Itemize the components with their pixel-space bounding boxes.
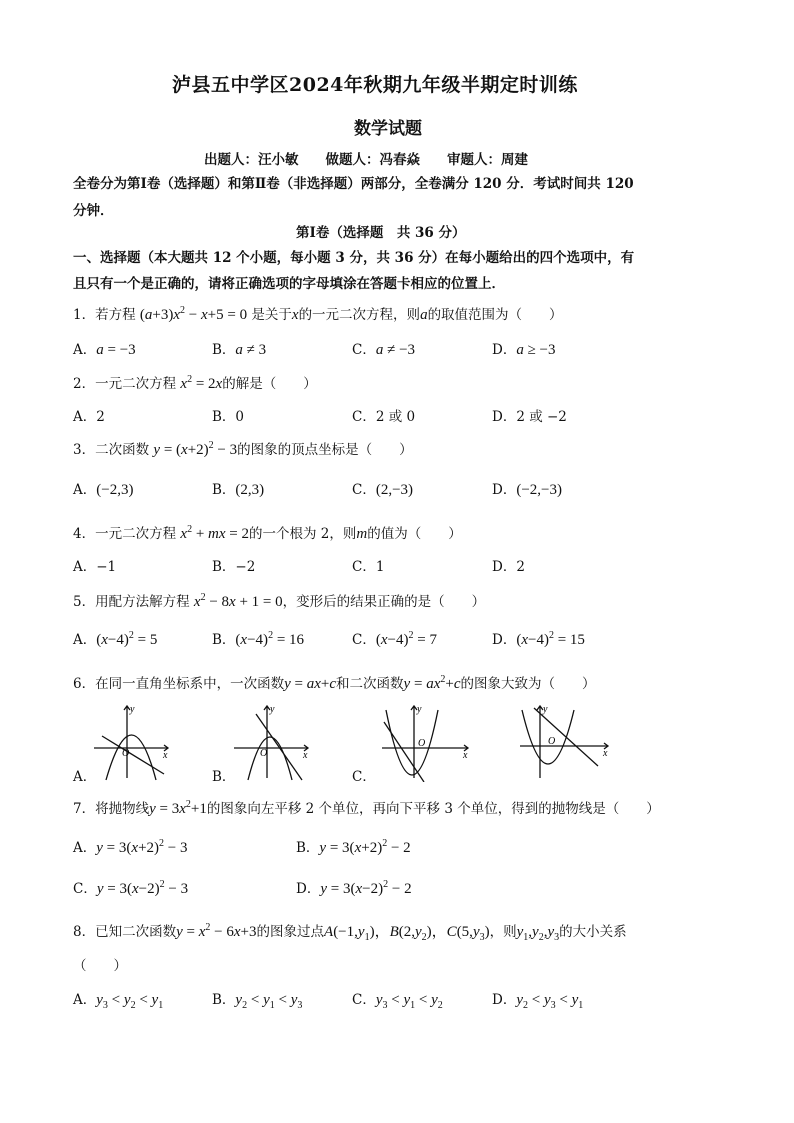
q8-stem-c: ，则 — [489, 924, 517, 940]
q6b-axis-y: y — [270, 704, 275, 715]
q2-stem-b: 的解是（ ） — [222, 376, 317, 392]
q3-option-b[interactable]: B．(2,3) — [212, 482, 265, 498]
q4-var-m: m — [356, 526, 368, 542]
q2-stem-a: 2．一元二次方程 — [73, 376, 177, 392]
q5-option-b[interactable]: B．$(x-4)^2 = 16$ — [212, 630, 305, 648]
q6d-axis-y: y — [543, 704, 548, 715]
q5-stem-b: ，变形后的结果正确的是（ ） — [282, 594, 486, 610]
q6-option-b[interactable]: B． — [212, 769, 236, 785]
q3-stem-a: 3．二次函数 — [73, 442, 150, 458]
q3-option-d[interactable]: D．(−2,−3) — [492, 482, 562, 498]
q1-var-a: a — [420, 307, 428, 323]
q8-stem-d: 的大小关系 — [559, 924, 627, 940]
section1-instr-line1: 一、选择题（本大题共 12 个小题，每小题 3 分，共 36 分）在每小题给出的四个选项中，有 — [73, 250, 635, 266]
q6-graph-c[interactable] — [372, 700, 472, 782]
q4-option-a[interactable]: A．−1 — [73, 559, 117, 575]
question-5 — [73, 590, 485, 611]
q8-option-b[interactable]: B．$y_2 < y_1 < y_3$ — [212, 992, 303, 1011]
exam-authors: 出题人：汪小敏 做题人：冯春焱 审题人：周建 — [204, 152, 528, 168]
q3-function: $y = (x+2)^2 - 3$ — [153, 440, 238, 458]
q6-stem-b: 和二次函数 — [336, 676, 404, 692]
q6-option-c[interactable]: C． — [352, 769, 376, 785]
q7-option-c[interactable]: C．$y = 3(x-2)^2 - 3$ — [73, 879, 189, 897]
q8-stem-b: 的图象过点 — [256, 924, 325, 940]
q2-option-c[interactable]: C．2 或 0 — [352, 409, 416, 425]
q6d-origin: O — [548, 736, 556, 747]
q8-paren: （ ） — [73, 958, 127, 974]
question-7 — [73, 797, 660, 818]
q4-stem-a: 4．一元二次方程 — [73, 526, 177, 542]
q1-stem-a: 1．若方程 — [73, 307, 136, 323]
q3-option-a[interactable]: A．(−2,3) — [73, 482, 134, 498]
section1-instr-line2: 且只有一个是正确的，请将正确选项的字母填涂在答题卡相应的位置上． — [73, 276, 505, 292]
q6b-axis-x: x — [303, 750, 308, 761]
q8-option-d[interactable]: D．$y_2 < y_3 < y_1$ — [492, 992, 584, 1011]
q7-option-b[interactable]: B．$y = 3(x+2)^2 - 2$ — [296, 838, 411, 856]
q1-stem-d: 的取值范围为（ ） — [427, 307, 563, 323]
q6a-axis-x: x — [163, 750, 168, 761]
q8-vars: $y_1,y_2,y_3$ — [516, 924, 560, 943]
q5-option-d[interactable]: D．$(x-4)^2 = 15$ — [492, 630, 585, 648]
q8-function: $y = x^2 - 6x+3$ — [176, 922, 257, 940]
q8-stem-a: 8．已知二次函数 — [73, 924, 177, 940]
q4-equation: $x^2$ + mx = 2 — [180, 524, 249, 542]
q5-option-a[interactable]: A．$(x-4)^2 = 5$ — [73, 630, 158, 648]
q6-stem-c: 的图象大致为（ ） — [460, 676, 596, 692]
q1-stem-b: 是关于 — [251, 307, 292, 323]
q1-equation: $(a+3)x^2 - x+5 = 0$ — [139, 305, 248, 323]
q6c-origin: O — [418, 738, 426, 749]
question-2 — [73, 372, 317, 393]
q6-option-a[interactable]: A． — [73, 769, 97, 785]
q2-option-b[interactable]: B．0 — [212, 409, 245, 425]
q5-stem-a: 5．用配方法解方程 — [73, 594, 190, 610]
q1-stem-c: 的一元二次方程，则 — [298, 307, 421, 323]
q8-points: $A(-1,y_1)$，$B(2,y_2)$，$C(5,y_3)$ — [324, 924, 490, 943]
q1-option-d[interactable]: D．a ≥ −3 — [492, 342, 556, 358]
section1-title: 第Ⅰ卷（选择题 共 36 分） — [296, 225, 466, 241]
q8-option-a[interactable]: A．$y_3 < y_2 < y_1$ — [73, 992, 164, 1011]
q1-option-a[interactable]: A．a = −3 — [73, 342, 136, 358]
question-6 — [73, 672, 596, 693]
q6b-origin: O — [260, 748, 268, 759]
question-4 — [73, 522, 462, 543]
q4-option-b[interactable]: B．−2 — [212, 559, 256, 575]
q1-option-b[interactable]: B．a ≠ 3 — [212, 342, 267, 358]
q3-option-c[interactable]: C．(2,−3) — [352, 482, 414, 498]
question-1 — [73, 303, 563, 324]
q5-option-c[interactable]: C．$(x-4)^2 = 7$ — [352, 630, 437, 648]
q7-option-d[interactable]: D．$y = 3(x-2)^2 - 2$ — [296, 879, 412, 897]
q6-linear-fn: y = ax+c — [284, 676, 337, 692]
exam-title: 泸县五中学区2024年秋期九年级半期定时训练 — [172, 74, 578, 96]
q6-graph-d — [512, 700, 612, 782]
q6d-axis-x: x — [603, 748, 608, 759]
q4-stem-c: 的值为（ ） — [367, 526, 462, 542]
question-3 — [73, 438, 413, 459]
q7-stem-a: 7．将抛物线 — [73, 801, 150, 817]
q6a-origin: O — [122, 748, 130, 759]
q3-stem-b: 的图象的顶点坐标是（ ） — [237, 442, 413, 458]
q4-stem-b: 的一个根为 2，则 — [249, 526, 357, 542]
q2-option-a[interactable]: A．2 — [73, 409, 105, 425]
q6a-axis-y: y — [130, 704, 135, 715]
q6-stem-a: 6．在同一直角坐标系中，一次函数 — [73, 676, 285, 692]
q2-option-d[interactable]: D．2 或 −2 — [492, 409, 567, 425]
q1-option-c[interactable]: C．a ≠ −3 — [352, 342, 416, 358]
q8-option-c[interactable]: C．$y_3 < y_1 < y_2$ — [352, 992, 443, 1011]
q7-function: $y = 3x^2+1$ — [149, 799, 207, 817]
q2-equation: $x^2 = 2x$ — [180, 374, 223, 392]
q7-stem-b: 的图象向左平移 2 个单位，再向下平移 3 个单位，得到的抛物线是（ ） — [206, 801, 660, 817]
q7-option-a[interactable]: A．$y = 3(x+2)^2 - 3$ — [73, 838, 188, 856]
q5-equation: $x^2 - 8x + 1 = 0$ — [193, 592, 283, 610]
q6-quadratic-fn: $y = ax^2+c$ — [403, 674, 461, 692]
q4-option-d[interactable]: D．2 — [492, 559, 525, 575]
q6c-axis-y: y — [417, 704, 422, 715]
question-8 — [73, 920, 627, 943]
q4-option-c[interactable]: C．1 — [352, 559, 385, 575]
exam-intro-line1: 全卷分为第Ⅰ卷（选择题）和第Ⅱ卷（非选择题）两部分，全卷满分 120 分．考试时间共 120 — [73, 176, 634, 192]
exam-intro-line2: 分钟． — [73, 203, 114, 219]
q1-var-x: x — [291, 307, 299, 323]
exam-subtitle: 数学试题 — [354, 119, 422, 139]
q6c-axis-x: x — [463, 750, 468, 761]
